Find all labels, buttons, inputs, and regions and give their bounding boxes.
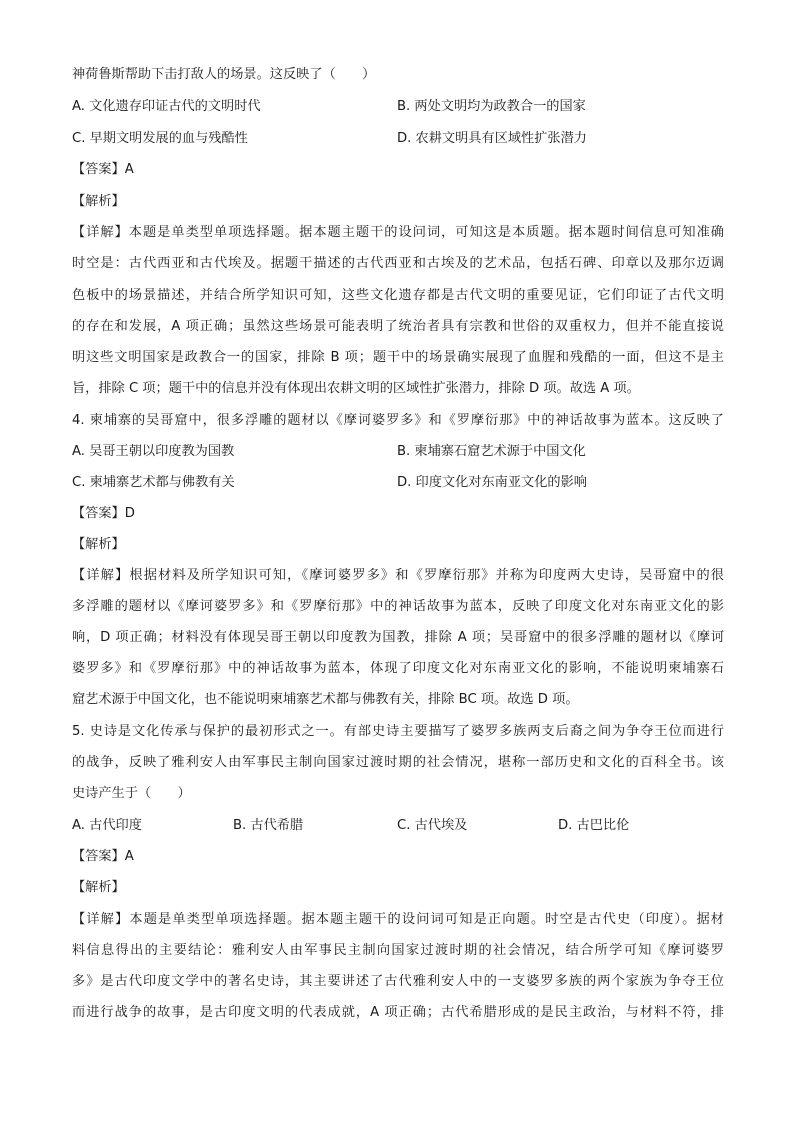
q4-option-b: B. 柬埔寨石窟艺术源于中国文化 xyxy=(397,444,586,459)
q3-answer: 【答案】A xyxy=(72,162,134,177)
q5-stem-line: 5. 史诗是文化传承与保护的最初形式之一。有部史诗主要描写了婆罗多族两支后裔之间为争夺王位而进行 xyxy=(72,724,724,739)
q3-detail-line: 的存在和发展，A 项正确；虽然这些场景可能表明了统治者具有宗教和世俗的双重权力，但并不能直接说 xyxy=(72,319,724,334)
q4-detail-line: 多浮雕的题材以《摩诃婆罗多》和《罗摩衍那》中的神话故事为蓝本，反映了印度文化对东南亚文化的影 xyxy=(72,599,724,614)
q5-analysis-label: 【解析】 xyxy=(72,880,125,895)
q5-option-a: A. 古代印度 xyxy=(72,818,142,833)
q5-detail-line: 而进行战争的故事，是古印度文明的代表成就，A 项正确；古代希腊形成的是民主政治，与材料不符，排 xyxy=(72,1005,724,1020)
q4-detail-line: 响，D 项正确；材料没有体现吴哥王朝以印度教为国教，排除 A 项；吴哥窟中的很多浮雕的题材以《摩诃 xyxy=(72,630,724,645)
q3-detail-line: 色板中的场景描述，并结合所学知识可知，这些文化遗存都是古代文明的重要见证，它们印证了古代文明 xyxy=(72,288,724,303)
q3-detail-line: 明这些文明国家是政教合一的国家，排除 B 项；题干中的场景确实展现了血腥和残酷的一面，但这不是主 xyxy=(72,350,724,365)
q4-detail-line: 【详解】根据材料及所学知识可知，《摩诃婆罗多》和《罗摩衍那》并称为印度两大史诗，吴哥窟中的很 xyxy=(72,568,724,583)
q5-option-d: D. 古巴比伦 xyxy=(558,818,630,833)
q3-stem-tail: 神荷鲁斯帮助下击打敌人的场景。这反映了（ ） xyxy=(72,67,376,82)
q5-stem-line: 史诗产生于（ ） xyxy=(72,786,191,801)
q4-option-c: C. 柬埔寨艺术都与佛教有关 xyxy=(72,475,235,490)
q3-option-a: A. 文化遗存印证古代的文明时代 xyxy=(72,99,261,114)
q5-detail-line: 多》是古代印度文学中的著名史诗，其主要讲述了古代雅利安人中的一支婆罗多族的两个家族为争夺王位 xyxy=(72,974,724,989)
q5-stem-line: 的战争，反映了雅利安人由军事民主制向国家过渡时期的社会情况，堪称一部历史和文化的百科全书。该 xyxy=(72,755,724,770)
q5-detail-line: 料信息得出的主要结论：雅利安人由军事民主制向国家过渡时期的社会情况，结合所学可知《摩诃婆罗 xyxy=(72,943,724,958)
q3-detail-line: 旨，排除 C 项；题干中的信息并没有体现出农耕文明的区域性扩张潜力，排除 D 项。故选 A 项。 xyxy=(72,381,640,396)
q4-detail-line: 婆罗多》和《罗摩衍那》中的神话故事为蓝本，体现了印度文化对东南亚文化的影响，不能说明柬埔寨石 xyxy=(72,661,724,676)
q4-answer: 【答案】D xyxy=(72,506,135,521)
q3-option-b: B. 两处文明均为政教合一的国家 xyxy=(397,99,586,114)
q4-analysis-label: 【解析】 xyxy=(72,537,125,552)
q3-detail-line: 时空是：古代西亚和古代埃及。据题干描述的古代西亚和古埃及的艺术品，包括石碑、印章以及那尔迈调 xyxy=(72,256,724,271)
q5-detail-line: 【详解】本题是单类型单项选择题。据本题主题干的设问词可知是正向题。时空是古代史（印度）。据材 xyxy=(72,912,724,927)
q4-stem: 4. 柬埔寨的吴哥窟中，很多浮雕的题材以《摩诃婆罗多》和《罗摩衍那》中的神话故事为蓝本。这反映了 xyxy=(72,413,724,428)
q3-detail-line: 【详解】本题是单类型单项选择题。据本题主题干的设问词，可知这是本质题。据本题时间信息可知准确 xyxy=(72,225,724,240)
q3-option-d: D. 农耕文明具有区域性扩张潜力 xyxy=(397,131,587,146)
q5-answer: 【答案】A xyxy=(72,849,134,864)
q4-detail-line: 窟艺术源于中国文化，也不能说明柬埔寨艺术都与佛教有关，排除 BC 项。故选 D 项。 xyxy=(72,692,579,707)
q5-option-c: C. 古代埃及 xyxy=(397,818,468,833)
q5-option-b: B. 古代希腊 xyxy=(233,818,304,833)
q3-option-c: C. 早期文明发展的血与残酷性 xyxy=(72,131,248,146)
q4-option-a: A. 吴哥王朝以印度教为国教 xyxy=(72,444,235,459)
q3-analysis-label: 【解析】 xyxy=(72,194,125,209)
q4-option-d: D. 印度文化对东南亚文化的影响 xyxy=(397,475,587,490)
